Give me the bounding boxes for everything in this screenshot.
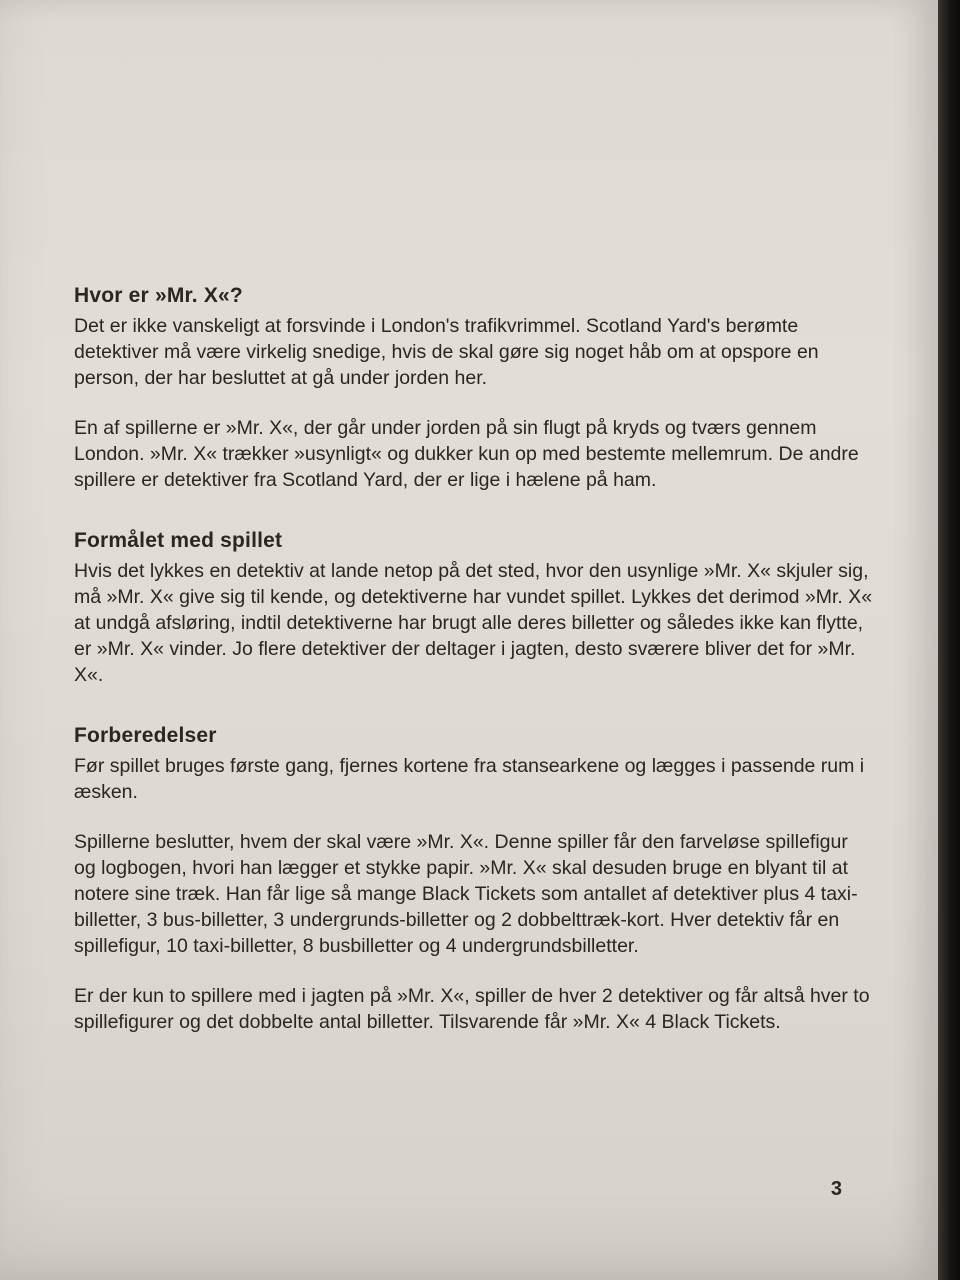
- section-formaalet: [74, 527, 874, 688]
- section-heading: Hvor er »Mr. X«?: [74, 284, 243, 307]
- paragraph: Før spillet bruges første gang, fjernes kortene fra stansearkene og lægges i passende rum i æsken.: [74, 755, 865, 803]
- paragraph: Det er ikke vanskeligt at forsvinde i London's trafikvrimmel. Scotland Yard's berømte detektiver må være virkelig snedige, hvis de skal gøre sig noget håb om at opspore en person, der har besluttet at gå under jorden her.: [74, 315, 819, 389]
- page-content: [74, 282, 874, 1035]
- paragraph: Er der kun to spillere med i jagten på »Mr. X«, spiller de hver 2 detektiver og får altså hver to spillefigurer og det dobbelte antal billetter. Tilsvarende får »Mr. X« 4 Black Tickets.: [74, 985, 870, 1033]
- paragraph: Spillerne beslutter, hvem der skal være »Mr. X«. Denne spiller får den farveløse spillefigur og logbogen, hvori han lægger et stykke papir. »Mr. X« skal desuden bruge en blyant til at notere sine træk. Han får lige så mange Black Tickets som antallet af detektiver plus 4 taxi-billetter, 3 bus-billetter, 3 undergrunds-billetter og 2 dobbelttræk-kort. Hver detektiv får en spillefigur, 10 taxi-billetter, 8 busbilletter og 4 undergrundsbilletter.: [74, 831, 858, 957]
- section-heading: Forberedelser: [74, 724, 217, 747]
- page-edge-shadow: [938, 0, 960, 1280]
- paragraph: En af spillerne er »Mr. X«, der går under jorden på sin flugt på kryds og tværs gennem London. »Mr. X« trækker »usynligt« og dukker kun op med bestemte mellemrum. De andre spillere er detektiver fra Scotland Yard, der er lige i hælene på ham.: [74, 417, 859, 491]
- section-forberedelser: [74, 722, 874, 1035]
- section-hvor-er-mr-x: [74, 282, 874, 493]
- section-heading: Formålet med spillet: [74, 529, 283, 552]
- paragraph: Hvis det lykkes en detektiv at lande netop på det sted, hvor den usynlige »Mr. X« skjuler sig, må »Mr. X« give sig til kende, og detektiverne har vundet spillet. Lykkes det derimod »Mr. X« at undgå afsløring, indtil detektiverne har brugt alle deres billetter og således ikke kan flytte, er »Mr. X« vinder. Jo flere detektiver der deltager i jagten, desto sværere bliver det for »Mr. X«.: [74, 560, 873, 686]
- page-number: 3: [830, 1178, 842, 1200]
